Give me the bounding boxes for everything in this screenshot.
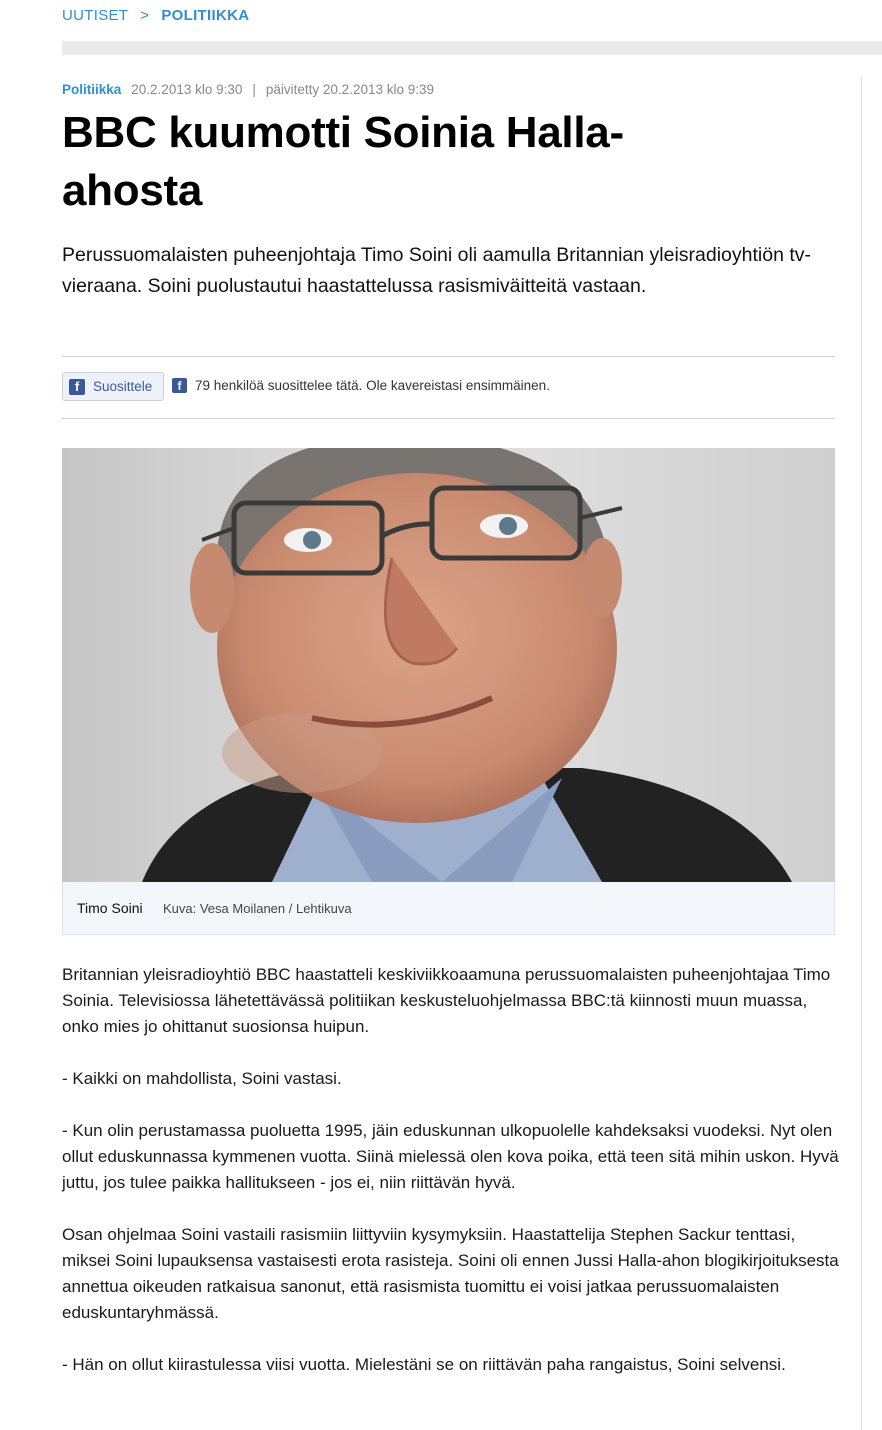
category-link[interactable]: Politiikka: [62, 82, 122, 97]
body-paragraph: - Kun olin perustamassa puoluetta 1995, jäin eduskunnan ulkopuolelle kahdeksaksi vuodeksi. Nyt olen ollut eduskunnassa kymmenen vuotta. Siinä mielessä olen kova poika, että teen sitä mihin uskon. Hyvä juttu, jos tulee paikka hallitukseen - jos ei, niin riittävän hyvä.: [62, 1121, 839, 1192]
article-photo: [62, 448, 835, 882]
facebook-count-text: 79 henkilöä suosittelee tätä. Ole kavereistasi ensimmäinen.: [195, 378, 550, 393]
body-paragraph: Osan ohjelmaa Soini vastaili rasismiin liittyviin kysymyksiin. Haastattelija Stephen Sackur tenttasi, miksei Soini lupauksensa vastaisesti erota rasisteja. Soini oli ennen Jussi Halla-ahon blogikirjoituksesta annettua oikeuden ratkaisua sanonut, että rasismista tuomittu ei voisi jatkaa perussuomalaisten eduskuntaryhmässä.: [62, 1225, 839, 1322]
breadcrumb-current-link[interactable]: POLITIIKKA: [161, 7, 250, 24]
breadcrumb-home-link[interactable]: UUTISET: [62, 7, 129, 24]
body-paragraph: Britannian yleisradioyhtiö BBC haastatteli keskiviikkoaamuna perussuomalaisten puheenjohtajaa Timo Soinia. Televisiossa lähetettävässä politiikan keskusteluohjelmassa BBC:tä kiinnosti muun muassa, onko mies jo ohittanut suosionsa huipun.: [62, 965, 831, 1036]
portrait-illustration: [62, 448, 835, 882]
facebook-small-icon: f: [172, 378, 187, 393]
facebook-count: [172, 378, 550, 393]
breadcrumb: [62, 7, 249, 24]
facebook-recommend-label: Suosittele: [93, 379, 153, 394]
divider-bottom: [62, 418, 835, 419]
body-paragraph: - Kaikki on mahdollista, Soini vastasi.: [62, 1069, 342, 1088]
breadcrumb-divider-bar: [62, 41, 882, 55]
caption-name: Timo Soini: [77, 900, 143, 916]
updated-time: päivitetty 20.2.2013 klo 9:39: [265, 82, 435, 97]
article-title: BBC kuumotti Soinia Halla-ahosta: [62, 108, 624, 215]
divider-top: [62, 356, 835, 357]
body-paragraph: - Hän on ollut kiirastulessa viisi vuotta. Mielestäni se on riittävän paha rangaistus, Soini selvensi.: [62, 1355, 786, 1374]
article-lead: Perussuomalaisten puheenjohtaja Timo Soini oli aamulla Britannian yleisradioyhtiön tv-vieraana. Soini puolustautui haastattelussa rasismiväitteitä vastaan.: [62, 244, 811, 297]
caption-credit: Kuva: Vesa Moilanen / Lehtikuva: [163, 901, 352, 916]
article-meta: [62, 82, 434, 97]
facebook-recommend-button[interactable]: [62, 372, 164, 401]
column-divider: [861, 76, 862, 1430]
published-time: 20.2.2013 klo 9:30: [131, 82, 243, 97]
photo-caption: [62, 882, 835, 935]
facebook-icon: f: [69, 379, 85, 395]
meta-divider: |: [252, 82, 256, 97]
breadcrumb-separator: >: [140, 7, 150, 24]
article-body: [62, 962, 842, 1404]
